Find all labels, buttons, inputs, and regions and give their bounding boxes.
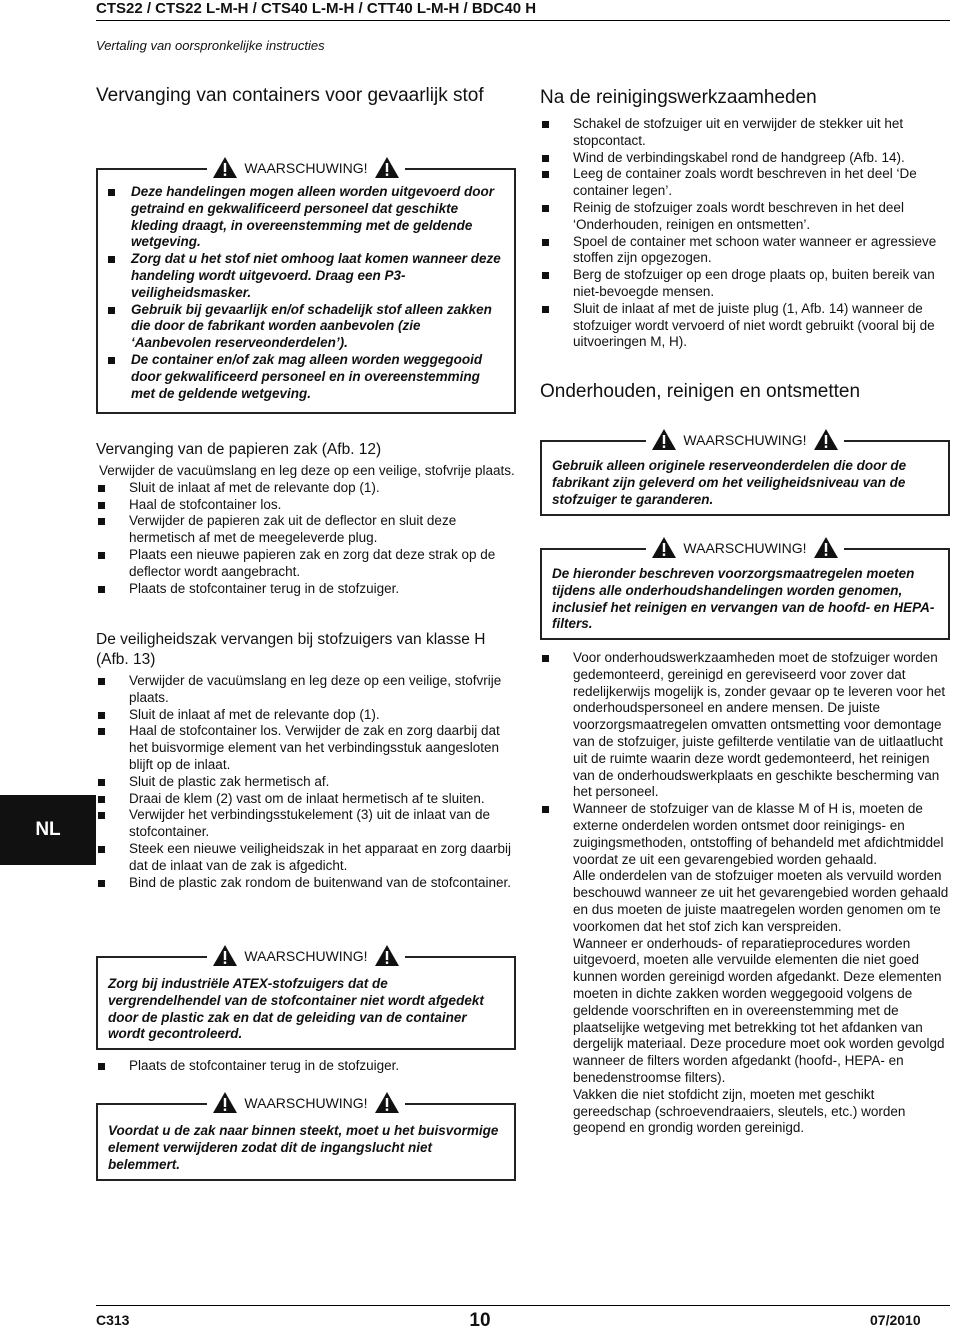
page-number: 10 (469, 1310, 491, 1331)
warning-item: Zorg dat u het stof niet omhoog laat komen wanneer deze handeling wordt uitgevoerd. Draag een P3-veiligheidsmasker. (108, 251, 504, 301)
list-item: Plaats de stofcontainer terug in de stofzuiger. (96, 1058, 516, 1075)
warning-label: WAARSCHUWING! (244, 159, 368, 176)
section-title-maintenance: Onderhouden, reinigen en ontsmetten (540, 381, 861, 402)
list-item: Steek een nieuwe veiligheidszak in het apparaat en zorg daarbij dat de inlaat van de zak is afgedicht. (96, 841, 516, 875)
warning-triangle-icon (374, 1091, 400, 1114)
footer-divider (96, 1305, 950, 1306)
warning-box-atex (96, 947, 516, 1050)
list-item: Spoel de container met schoon water wanneer er agressieve stoffen zijn opgezogen. (540, 234, 960, 268)
warning-triangle-icon (374, 156, 400, 179)
list-item: Sluit de plastic zak hermetisch af. (96, 774, 516, 791)
warning-item: Deze handelingen mogen alleen worden uitgevoerd door getraind en gekwalificeerd personeel dat geschikte kleding draagt, in overeenstemming met de geldende wetgeving. (108, 184, 504, 251)
warning-box-hazardous-dust (96, 159, 516, 414)
maintenance-paragraph: Vakken die niet stofdicht zijn, moeten met geschikt gereedschap (schroevendraaiers, sleutels, etc.) worden geopend en grondig worden gereinigd. (573, 1086, 906, 1136)
warning-triangle-icon (374, 944, 400, 967)
list-item: Leeg de container zoals wordt beschreven in het deel ‘De container legen’. (540, 166, 960, 200)
paper-bag-section (96, 440, 516, 597)
list-item: Wind de verbindingskabel rond de handgreep (Afb. 14). (540, 150, 960, 167)
list-item: Plaats de stofcontainer terug in de stofzuiger. (96, 581, 516, 598)
document-code: C313 (96, 1312, 130, 1328)
list-item: Verwijder het verbindingsstukelement (3) uit de inlaat van de stofcontainer. (96, 807, 516, 841)
section-title-safety-bag: De veiligheidszak vervangen bij stofzuigers van klasse H (Afb. 13) (96, 631, 486, 668)
after-cleaning-section (540, 86, 960, 351)
warning-text: Voordat u de zak naar binnen steekt, moet u het buisvormige element verwijderen zodat dit de ingangslucht niet belemmert. (108, 1123, 499, 1172)
warning-box-precautions (540, 539, 950, 640)
list-item: Draai de klem (2) vast om de inlaat hermetisch af te sluiten. (96, 791, 516, 808)
list-item: Haal de stofcontainer los. (96, 497, 516, 514)
after-cleaning-steps (540, 116, 960, 351)
warning-label: WAARSCHUWING! (683, 539, 807, 556)
maintenance-paragraph: Alle onderdelen van de stofzuiger moeten als vervuild worden beschouwd wanneer ze uit het gevarengebied worden gehaald en dus moeten de juiste maatregelen worden genomen om te voorkomen dat het stof zich kan verspreiden. (573, 868, 949, 934)
list-item: Sluit de inlaat af met de juiste plug (1, Afb. 14) wanneer de stofzuiger wordt vervoerd of niet wordt gebruikt (vooral bij de uitvoeringen M, H). (540, 301, 960, 351)
warning-triangle-icon (813, 428, 839, 451)
reinstall-step (96, 1058, 516, 1075)
warning-box-original-parts (540, 431, 950, 516)
warning-triangle-icon (651, 536, 677, 559)
paper-bag-steps (96, 480, 516, 598)
warning-triangle-icon (212, 156, 238, 179)
header-divider (96, 20, 950, 21)
document-date: 07/2010 (870, 1312, 921, 1328)
warning-triangle-icon (813, 536, 839, 559)
warning-label: WAARSCHUWING! (683, 431, 807, 448)
section-title-after-cleaning: Na de reinigingswerkzaamheden (540, 87, 817, 108)
list-item: Haal de stofcontainer los. Verwijder de zak en zorg daarbij dat het buisvormige element van het verbindingsstuk aangesloten blijft op de inlaat. (96, 723, 516, 773)
warning-triangle-icon (651, 428, 677, 451)
list-item: Plaats een nieuwe papieren zak en zorg dat deze strak op de deflector wordt aangebracht. (96, 547, 516, 581)
list-item: Verwijder de vacuümslang en leg deze op een veilige, stofvrije plaats. (96, 673, 516, 707)
warning-list (108, 184, 504, 402)
maintenance-section-title (540, 380, 960, 403)
warning-label: WAARSCHUWING! (244, 947, 368, 964)
list-item: Wanneer de stofzuiger van de klasse M of H is, moeten de externe onderdelen worden ontsmet door reinigings- en zuigingsmethoden, ontstoffing of behandeld met afdichtmiddel voordat ze uit een gevarengebied worden gehaald. (540, 801, 952, 868)
list-item: Schakel de stofzuiger uit en verwijder de stekker uit het stopcontact. (540, 116, 960, 150)
warning-item: De container en/of zak mag alleen worden weggegooid door gekwalificeerd personeel en in overeenstemming met de geldende wetgeving. (108, 352, 504, 402)
section-title-hazardous-containers: Vervanging van containers voor gevaarlijk stof (96, 85, 484, 106)
warning-box-tube (96, 1094, 516, 1181)
list-item: Berg de stofzuiger op een droge plaats op, buiten bereik van niet-bevoegde mensen. (540, 267, 960, 301)
safety-bag-steps (96, 673, 516, 891)
warning-text: De hieronder beschreven voorzorgsmaatregelen moeten tijdens alle onderhoudshandelingen worden genomen, inclusief het reinigen en vervangen van de hoofd- en HEPA-filters. (552, 566, 935, 632)
warning-triangle-icon (212, 1091, 238, 1114)
list-item: Bind de plastic zak rondom de buitenwand van de stofcontainer. (96, 875, 516, 892)
section-title-paper-bag: Vervanging van de papieren zak (Afb. 12) (96, 441, 382, 458)
warning-item: Gebruik bij gevaarlijk en/of schadelijk stof alleen zakken die door de fabrikant worden aanbevolen (zie ‘Aanbevolen reserveonderdelen’). (108, 302, 504, 352)
document-header-title: CTS22 / CTS22 L-M-H / CTS40 L-M-H / CTT40 L-M-H / BDC40 H (96, 0, 537, 17)
warning-text: Zorg bij industriële ATEX-stofzuigers dat de vergrendelhendel van de stofcontainer niet wordt afgedekt door de plastic zak en dat de geleiding van de container wordt gecontroleerd. (108, 976, 484, 1042)
language-tab: NL (0, 795, 96, 865)
maintenance-steps (540, 650, 952, 868)
maintenance-paragraph: Wanneer er onderhouds- of reparatieprocedures worden uitgevoerd, moeten alle vervuilde elementen die niet goed kunnen worden gereinigd worden afgedankt. Deze elementen moeten in dichte zakken worden weggegooid volgens de geldende voorschriften en in overeenstemming met de plaatselijke wetgeving met betrekking tot het afdanken van dergelijk materiaal. Deze procedure moet ook worden gevolgd wanneer de filters worden afgedankt (hoofd-, HEPA- en benedenstroomse filters). (573, 935, 945, 1085)
warning-label: WAARSCHUWING! (244, 1094, 368, 1111)
warning-triangle-icon (212, 944, 238, 967)
document-subtitle: Vertaling van oorspronkelijke instructies (96, 38, 325, 53)
paper-bag-intro: Verwijder de vacuümslang en leg deze op een veilige, stofvrije plaats. (99, 463, 515, 478)
list-item: Reinig de stofzuiger zoals wordt beschreven in het deel ‘Onderhouden, reinigen en ontsmetten’. (540, 200, 960, 234)
maintenance-body (540, 650, 952, 1137)
list-item: Voor onderhoudswerkzaamheden moet de stofzuiger worden gedemonteerd, gereinigd en gereviseerd voor zover dat redelijkerwijs mogelijk is, zonder gevaar op te leveren voor het onderhoudspersoneel en andere mensen. De juiste voorzorgsmaatregelen omvatten ontsmetting voor demontage van de stofzuiger, juiste gefilterde ventilatie van de uitlaatlucht uit de ruimte waarin deze wordt gedemonteerd, het reinigen van de onderhoudswerkplaats en geschikte bescherming van het personeel. (540, 650, 952, 801)
left-column (96, 84, 516, 107)
list-item: Sluit de inlaat af met de relevante dop (1). (96, 480, 516, 497)
warning-text: Gebruik alleen originele reserveonderdelen die door de fabrikant zijn geleverd om het veiligheidsniveau van de stofzuiger te garanderen. (552, 458, 907, 507)
list-item: Sluit de inlaat af met de relevante dop (1). (96, 707, 516, 724)
safety-bag-section (96, 630, 516, 891)
list-item: Verwijder de papieren zak uit de deflector en sluit deze hermetisch af met de meegeleverde plug. (96, 513, 516, 547)
